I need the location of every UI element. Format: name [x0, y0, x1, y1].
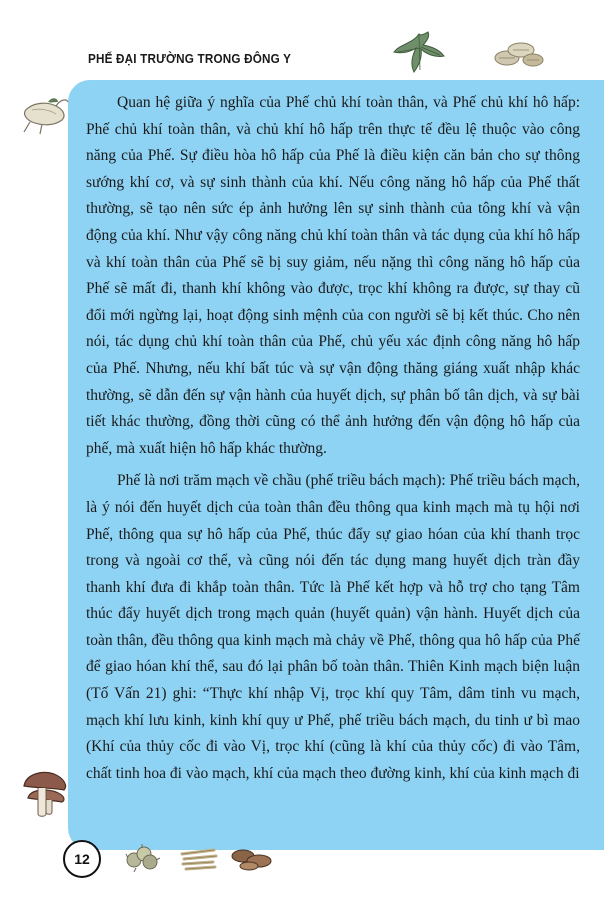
dried-sticks-icon — [180, 846, 218, 872]
paragraph: Phế là nơi trăm mạch về chầu (phế triều bách mạch): Phế triều bách mạch, là ý nói đến huyết dịch của toàn thân đều thông qua kinh mạch mà tụ hội nơi Phế, thông qua sự hô hấp của Phế, thúc đẩy sự giao hóan của khí thanh trọc trong và ngoài cơ thể, và cũng nói đến tác dụng mang huyết dịch tràn đầy thanh khí đưa đi khắp toàn thân. Tức là Phế kết hợp và hỗ trợ cho tạng Tâm thúc đẩy huyết dịch trong mạch quản (huyết quản) vận hành. Huyết dịch của toàn thân, đều thông qua kinh mạch mà chảy về Phế, thông qua hô hấp của Phế để giao hóan khí thể, sau đó lại phân bố toàn thân. Thiên Kinh mạch biện luận (Tố Vấn 21) ghi: “Thực khí nhập Vị, trọc khí quy Tâm, dâm tinh vu mạch, mạch khí lưu kinh, kinh khí quy ư Phế, phế triều bách mạch, du tinh ư bì mao (Khí của thủy cốc đi vào Vị, trọc khí (cũng là khí của thủy cốc) đi vào Tâm, chất tinh hoa đi vào mạch, khí của mạch theo đường kinh, khí của kinh mạch đi — [86, 472, 580, 782]
header-title: PHẾ ĐẠI TRƯỜNG TRONG ĐÔNG Y — [88, 51, 292, 66]
herb-cluster-icon — [122, 842, 162, 874]
page-number: 12 — [63, 840, 101, 878]
paragraph: Quan hệ giữa ý nghĩa của Phế chủ khí toàn thân, và Phế chủ khí hô hấp: Phế chủ khí toàn thân, và chủ khí hô hấp trên thực tế đều lệ thuộc vào công năng của Phế. Sự điều hòa hô hấp của Phế là điều kiện căn bản cho sự thông sướng khí cơ, và sự sinh thành của khí. Nếu công năng hô hấp của Phế thất thường, sẽ tạo nên sức ép ảnh hưởng lên sự sinh thành của tông khí và vận động của khí. Như vậy công năng chủ khí toàn thân và tác dụng của khí hô hấp và khí toàn thân của Phế sẽ bị suy giảm, nếu nặng thì công năng hô hấp của Phế sẽ mất đi, thanh khí không vào được, trọc khí không ra được, sự thay cũ đổi mới ngừng lại, hoạt động sinh mệnh của con người sẽ bị kết thúc. Cho nên nói, tác dụng chủ khí toàn thân của Phế, chủ yếu xác định công năng hô hấp của Phế. Nhưng, nếu khí bất túc và sự vận động thăng giáng xuất nhập khác thường, sẽ dẫn đến sự vận hành của huyết dịch, sự phân bố tân dịch, và sự bài tiết khác thường, đồng thời cũng có thể ảnh hưởng đến vận động hô hấp của phế, mà xuất hiện hô hấp khác thường. — [86, 94, 580, 457]
basil-leaf-icon — [392, 30, 446, 74]
bean-pods-icon — [231, 846, 273, 872]
ginseng-root-icon — [18, 96, 70, 136]
dried-herb-slices-icon — [493, 38, 545, 70]
mushroom-icon — [20, 768, 72, 820]
body-text — [86, 90, 580, 793]
